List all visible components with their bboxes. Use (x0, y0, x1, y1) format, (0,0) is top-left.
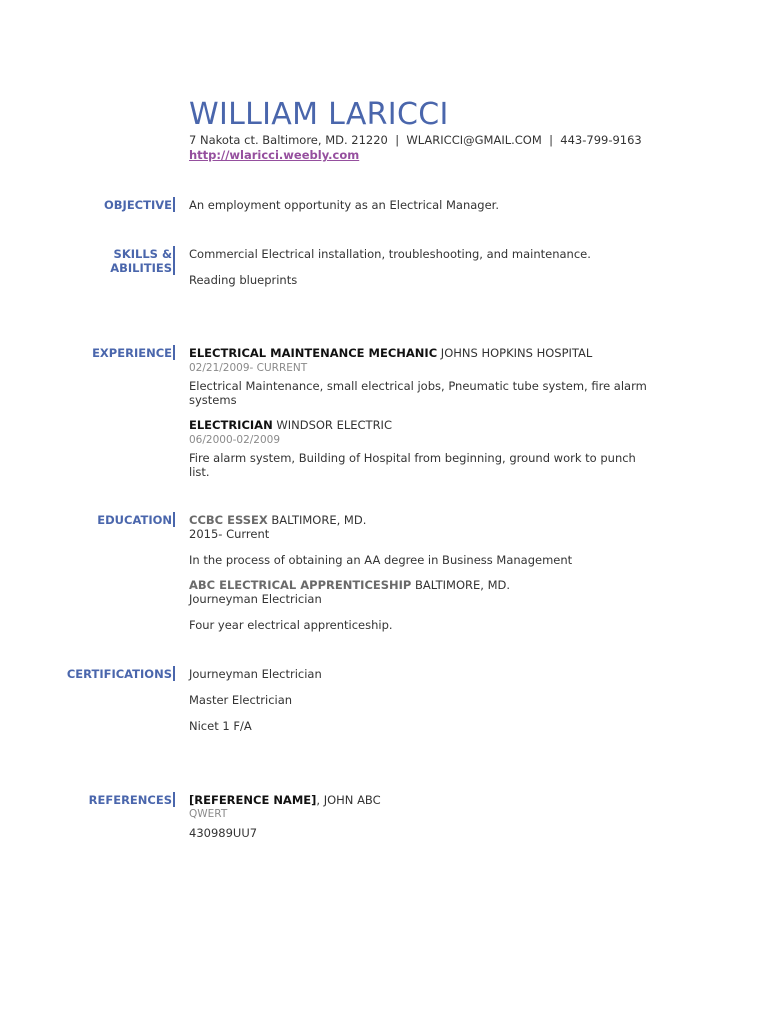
separator: | (549, 133, 553, 147)
experience-label: EXPERIENCE (92, 346, 172, 360)
reference-suffix: , JOHN ABC (316, 793, 381, 807)
separator: | (395, 133, 400, 147)
references-label: REFERENCES (88, 793, 172, 807)
school-heading (189, 578, 510, 592)
certifications-label: CERTIFICATIONS (66, 667, 172, 681)
certification-item: Nicet 1 F/A (189, 719, 252, 733)
certification-item: Master Electrician (189, 693, 293, 707)
school-name: ABC ELECTRICAL APPRENTICESHIP (189, 578, 412, 592)
skill-item: Reading blueprints (189, 273, 298, 287)
education-label: EDUCATION (97, 513, 172, 527)
objective-text: An employment opportunity as an Electrical Manager. (189, 198, 500, 212)
job-heading (189, 418, 392, 432)
school-location: BALTIMORE, MD. (415, 578, 511, 592)
section-divider (173, 345, 175, 360)
resume-name: WILLIAM LARICCI (189, 97, 449, 132)
reference-contact: 430989UU7 (189, 826, 258, 840)
address: 7 Nakota ct. Baltimore, MD. 21220 (189, 133, 388, 147)
website-link[interactable]: http://wlaricci.weebly.com (189, 148, 360, 162)
section-divider (173, 666, 175, 681)
reference-heading (189, 793, 381, 807)
job-title: ELECTRICAL MAINTENANCE MECHANIC (189, 346, 438, 360)
job-employer: WINDSOR ELECTRIC (276, 418, 392, 432)
school-line: 2015- Current (189, 527, 270, 541)
phone: 443-799-9163 (560, 133, 642, 147)
section-divider (173, 792, 175, 807)
reference-company: QWERT (189, 808, 228, 820)
section-divider (173, 197, 175, 212)
section-divider (173, 512, 175, 527)
job-employer: JOHNS HOPKINS HOSPITAL (440, 346, 593, 360)
skills-label-line1: SKILLS & (113, 247, 172, 261)
objective-label: OBJECTIVE (104, 198, 172, 212)
job-description: Fire alarm system, Building of Hospital from beginning, ground work to punch list. (189, 451, 636, 479)
job-description: Electrical Maintenance, small electrical jobs, Pneumatic tube system, fire alarm systems (189, 379, 647, 407)
job-dates: 06/2000-02/2009 (189, 434, 281, 446)
school-line: Journeyman Electrician (189, 592, 322, 606)
email[interactable]: WLARICCI@GMAIL.COM (406, 133, 542, 147)
job-title: ELECTRICIAN (189, 418, 273, 432)
certification-item: Journeyman Electrician (189, 667, 322, 681)
school-heading (189, 513, 366, 527)
skill-item: Commercial Electrical installation, troubleshooting, and maintenance. (189, 247, 591, 261)
contact-line (189, 133, 642, 147)
section-divider (173, 246, 175, 275)
school-detail: In the process of obtaining an AA degree in Business Management (189, 553, 573, 567)
job-dates: 02/21/2009- CURRENT (189, 362, 308, 374)
school-detail: Four year electrical apprenticeship. (189, 618, 393, 632)
job-heading (189, 346, 592, 360)
school-location: BALTIMORE, MD. (271, 513, 367, 527)
reference-name: [REFERENCE NAME] (189, 793, 317, 807)
skills-label-line2: ABILITIES (110, 261, 172, 275)
school-name: CCBC ESSEX (189, 513, 268, 527)
